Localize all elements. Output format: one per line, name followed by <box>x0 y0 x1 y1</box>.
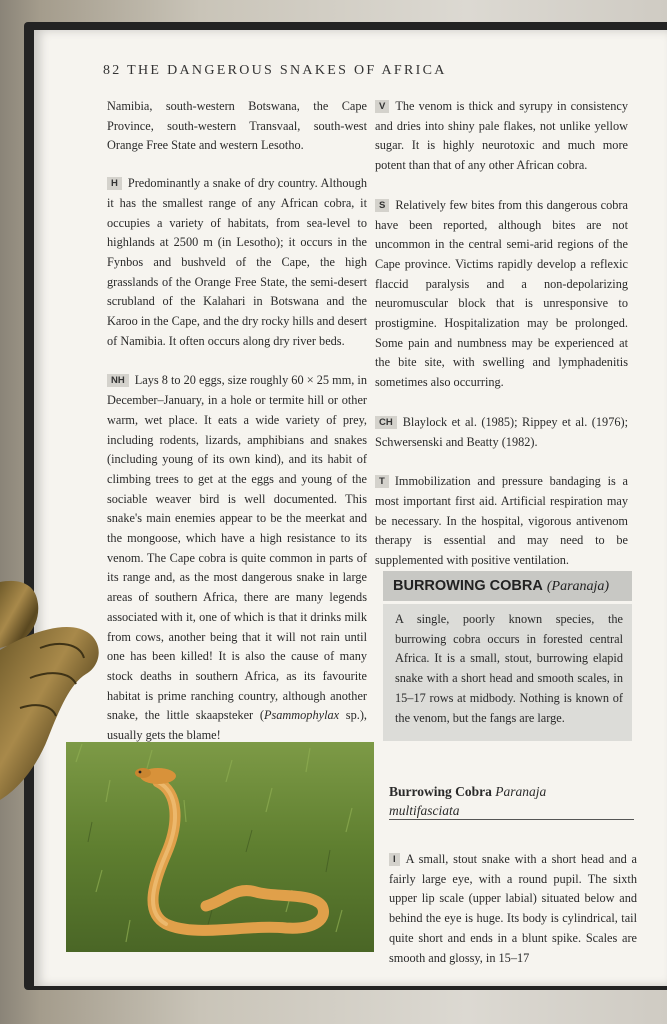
natural-history-end: sp.), usually gets the blame! <box>107 708 367 743</box>
natural-history-tag: NH <box>107 374 129 387</box>
natural-history-italic: Psammophylax <box>263 708 340 723</box>
caption-genus: Paranaja <box>495 784 547 799</box>
identification-text: A small, stout snake with a short head and a fairly large eye, with a round pupil. The sixth upper lip scale (upper labial) situated below and behind the eye is huge. Its body is cylindrical, tail quite short and ends in a blunt spike. Scales are smooth and glossy, in 15–17 <box>389 852 637 965</box>
natural-history-paragraph <box>107 371 367 745</box>
cobra-photo-image <box>66 742 374 952</box>
identification-tag: I <box>389 853 400 866</box>
habitat-paragraph <box>107 174 367 351</box>
venom-text: The venom is thick and syrupy in consistency and dries into shiny pale flakes, not unlike yellow sugar. It is highly neurotoxic and much more potent than that of any other African cobra. <box>375 99 628 173</box>
species-caption <box>389 782 629 820</box>
page-number: 82 <box>103 63 122 78</box>
box-body-text: A single, poorly known species, the burrowing cobra occurs in forested central Africa. It is a small, stout, burrowing elapid snake with a short head and smooth scales, in 15–17 rows at midbody. Nothing is known of the venom, but the fangs are large. <box>395 612 623 725</box>
venom-tag: V <box>375 100 389 113</box>
habitat-text: Predominantly a snake of dry country. Although it has the smallest range of any African cobra, it occupies a variety of habitats, from sea-level to highlands at 2500 m (in Lesotho); it occurs in the Fynbos and bushveld of the Cape, the high grasslands of the Orange Free State, the semi-desert scrubland of the Kalahari in Botswana and the Karoo in the Cape, and the dry rocky hills and desert of Namibia. It often occurs along dry river beds. <box>107 176 367 348</box>
identification-paragraph <box>389 850 637 968</box>
symptoms-text: Relatively few bites from this dangerous cobra have been reported, although bites are not uncommon in the central semi-arid regions of the Cape province. Victims rapidly develop a reflexic flaccid paralysis and a non-depolarizing neuromuscular block that is unresponsive to prostigmine. Hospitalization may be prolonged. Some pain and numbness may be experienced at the bite site, with swelling and lymphadenitis sometimes also occurring. <box>375 197 628 390</box>
identification-section <box>389 850 637 968</box>
symptoms-paragraph <box>375 196 628 393</box>
range-paragraph: Namibia, south-western Botswana, the Cape Province, south-western Transvaal, south-west Orange Free State and western Lesotho. <box>107 99 367 153</box>
case-history-text: Blaylock et al. (1985); Rippey et al. (1976); Schwersenski and Beatty (1982). <box>375 414 628 449</box>
caption-species: multifasciata <box>389 803 460 818</box>
left-column <box>107 97 367 746</box>
right-column <box>375 97 628 571</box>
case-history-paragraph <box>375 413 628 452</box>
treatment-paragraph <box>375 472 628 571</box>
box-genus: (Paranaja) <box>546 579 610 594</box>
caption-divider <box>389 819 634 820</box>
running-head <box>103 63 447 79</box>
natural-history-text: Lays 8 to 20 eggs, size roughly 60 × 25 mm, in December–January, in a hole or termite hill or other warm, wet place. It eats a wide variety of prey, including rodents, lizards, amphibians and snakes (including young of its own kind), and its habit of climbing trees to get at the eggs and young of the sociable weaver bird is well documented. This snake's main enemies appear to be the meerkat and the mongoose, which have a high resistance to its venom. The Cape cobra is quite common in parts of its range and, as the most dangerous snake in large areas of southern Africa, there are many legends associated with it, one of which is that it drinks milk from cows, another being that it will not rain until one has been killed! It is also the cause of many stock deaths in southern Africa, as its favourite habitat is prime ranching country, although another snake, the little skaapsteker ( <box>107 373 367 723</box>
symptoms-tag: S <box>375 199 389 212</box>
case-history-tag: CH <box>375 416 397 429</box>
treatment-tag: T <box>375 475 389 488</box>
treatment-text: Immobilization and pressure bandaging is a most important first aid. Artificial respiration may be necessary. In the hospital, vigorous antivenom therapy is essential and may need to be supplemented with positive ventilation. <box>375 474 628 568</box>
burrowing-cobra-box <box>383 604 632 741</box>
caption-common-name: Burrowing Cobra <box>389 784 492 799</box>
cobra-photo <box>66 742 374 952</box>
book-title: THE DANGEROUS SNAKES OF AFRICA <box>127 63 447 78</box>
brass-hand-holder <box>0 578 110 808</box>
box-title: BURROWING COBRA <box>393 578 543 594</box>
brass-hand-image <box>0 578 110 808</box>
habitat-tag: H <box>107 177 122 190</box>
burrowing-cobra-heading <box>383 571 632 601</box>
venom-paragraph <box>375 97 628 176</box>
